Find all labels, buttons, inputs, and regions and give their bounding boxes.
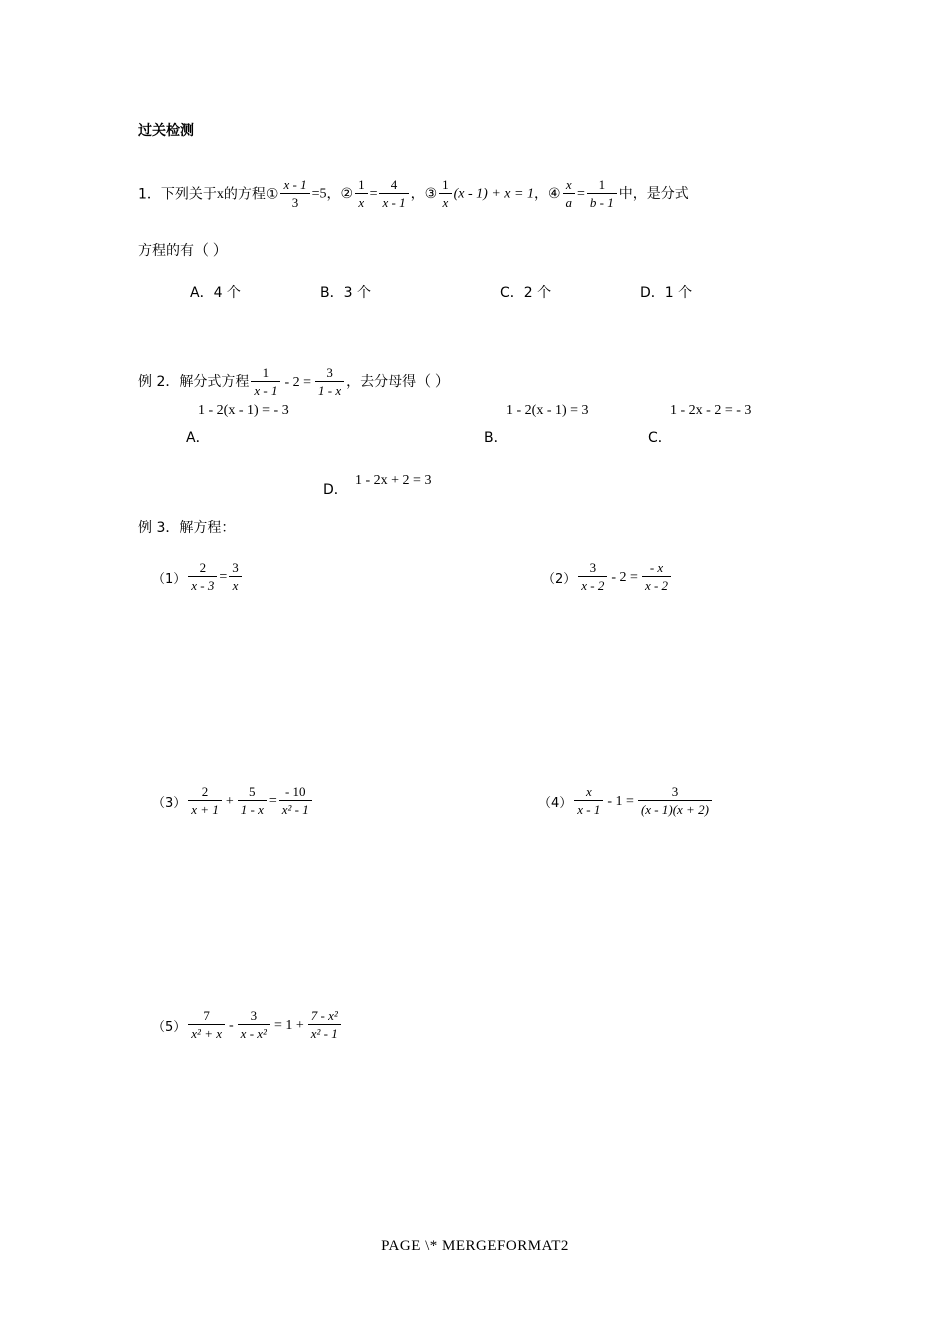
example-3-row-3 bbox=[138, 1009, 818, 1063]
q1-expr1-num: x - 1 bbox=[283, 177, 307, 192]
problem-4 bbox=[538, 785, 714, 818]
ex2-choice-a[interactable]: A． bbox=[186, 430, 210, 446]
q1-expr-4 bbox=[561, 178, 619, 211]
problem-2-index: （2） bbox=[542, 572, 577, 587]
heading-text: 过关检测 bbox=[138, 123, 194, 139]
q1-variable: x bbox=[216, 186, 224, 202]
document-body bbox=[138, 120, 818, 1063]
example-2-choices bbox=[186, 403, 818, 459]
problem-2-expr bbox=[576, 561, 673, 594]
p3-cden: x² - 1 bbox=[281, 802, 309, 817]
example-3-row-2 bbox=[138, 785, 818, 839]
q1-lead: 1．下列关于 bbox=[138, 186, 217, 203]
q1-expr4-rnum: 1 bbox=[587, 177, 617, 194]
q1-tail: 中，是分式 bbox=[618, 186, 689, 203]
q1-expr-1 bbox=[278, 178, 326, 211]
p1-eq: = bbox=[219, 569, 228, 585]
problem-5-index: （5） bbox=[152, 1020, 187, 1035]
ex2-rnum: 3 bbox=[315, 365, 344, 382]
problem-1-expr bbox=[186, 561, 244, 594]
ex2-minus: - 2 = bbox=[284, 374, 312, 390]
ex2-answer-blank[interactable]: （ ） bbox=[416, 374, 450, 391]
p3-plus: + bbox=[225, 793, 234, 809]
q1-sep-1: ，② bbox=[326, 186, 354, 203]
ex2-choice-d-expr: 1 - 2x + 2 = 3 bbox=[355, 473, 432, 488]
p2-rnum: - x bbox=[649, 560, 664, 575]
p5-bden: x - x² bbox=[240, 1026, 267, 1041]
problem-5 bbox=[152, 1009, 343, 1042]
ex2-choice-c[interactable]: C． bbox=[648, 430, 672, 446]
problem-3 bbox=[152, 785, 314, 818]
q1-choice-c[interactable]: C．2 个 bbox=[500, 285, 552, 301]
p2-lden: x - 2 bbox=[581, 578, 605, 593]
q1-sep-3: ，④ bbox=[533, 186, 561, 203]
q1-expr1-den: 3 bbox=[291, 195, 299, 210]
q1-expr4-rden: b - 1 bbox=[589, 195, 614, 210]
p5-minus: - bbox=[229, 1017, 234, 1033]
p5-anum: 7 bbox=[188, 1008, 225, 1025]
ex2-expr bbox=[249, 366, 346, 399]
p3-eq: = bbox=[268, 793, 277, 809]
ex3-lead: 例 3．解方程： bbox=[138, 520, 236, 536]
p1-lden: x - 3 bbox=[191, 578, 215, 593]
p4-mid: - 1 = bbox=[607, 793, 634, 809]
p3-anum: 2 bbox=[188, 784, 222, 801]
q1-expr3-den: x bbox=[442, 195, 449, 210]
problem-2 bbox=[542, 561, 673, 594]
q1-expr1-rhs: =5 bbox=[311, 186, 327, 202]
p1-rden: x bbox=[232, 578, 239, 593]
ex2-choice-c-expr: 1 - 2x - 2 = - 3 bbox=[670, 403, 752, 418]
p3-bnum: 5 bbox=[238, 784, 267, 801]
ex2-tail: ，去分母得 bbox=[346, 374, 417, 391]
problem-5-expr bbox=[186, 1009, 342, 1042]
question-1-choices bbox=[190, 282, 818, 304]
p5-aden: x² + x bbox=[191, 1026, 222, 1041]
q1-expr2-lnum: 1 bbox=[355, 177, 368, 194]
ex2-rden: 1 - x bbox=[318, 383, 342, 398]
ex2-choice-b[interactable]: B． bbox=[484, 430, 508, 446]
q1-choice-d[interactable]: D．1 个 bbox=[640, 285, 693, 301]
problem-1 bbox=[152, 561, 244, 594]
example-3-row-1 bbox=[138, 561, 818, 615]
p1-rnum: 3 bbox=[229, 560, 242, 577]
p3-bden: 1 - x bbox=[240, 802, 264, 817]
p5-eq: = 1 + bbox=[273, 1017, 304, 1033]
p5-bnum: 3 bbox=[238, 1008, 270, 1025]
q1-expr-2 bbox=[353, 178, 411, 211]
example-2-choice-d-row bbox=[323, 473, 818, 503]
p2-lnum: 3 bbox=[578, 560, 607, 577]
q1-expr2-rnum: 4 bbox=[379, 177, 408, 194]
question-1 bbox=[138, 178, 818, 211]
p3-cnum: - 10 bbox=[279, 784, 312, 801]
p4-bden: (x - 1)(x + 2) bbox=[640, 802, 709, 817]
p2-rden: x - 2 bbox=[644, 578, 669, 593]
p2-mid: - 2 = bbox=[611, 569, 638, 585]
q1-choice-a[interactable]: A．4 个 bbox=[190, 285, 241, 301]
page-footer bbox=[0, 1238, 950, 1255]
q1-expr-3 bbox=[437, 178, 534, 211]
q1-expr2-lden: x bbox=[358, 195, 365, 210]
q1-expr4-lnum: x bbox=[565, 177, 572, 192]
ex2-lnum: 1 bbox=[251, 365, 280, 382]
ex2-lead: 例 2．解分式方程 bbox=[138, 374, 250, 391]
q1-sep-2: ，③ bbox=[410, 186, 438, 203]
p5-cden: x² - 1 bbox=[310, 1026, 338, 1041]
p5-cnum: 7 - x² bbox=[310, 1008, 338, 1023]
q1-expr4-eq: = bbox=[577, 186, 585, 202]
p1-lnum: 2 bbox=[188, 560, 217, 577]
q1-expr3-num: 1 bbox=[439, 177, 452, 194]
problem-1-index: （1） bbox=[152, 572, 187, 587]
problem-4-index: （4） bbox=[538, 796, 573, 811]
q1-expr2-rden: x - 1 bbox=[382, 195, 406, 210]
q1-expr4-lden: a bbox=[565, 195, 573, 210]
q1-line2-text: 方程的有 bbox=[138, 243, 194, 259]
ex2-choice-a-expr: 1 - 2(x - 1) = - 3 bbox=[198, 403, 289, 418]
problem-4-expr bbox=[572, 785, 714, 818]
q1-expr2-eq: = bbox=[369, 186, 378, 202]
q1-expr3-tail: (x - 1) + x = 1 bbox=[453, 186, 534, 202]
q1-choice-b[interactable]: B．3 个 bbox=[320, 285, 371, 301]
section-heading bbox=[138, 120, 818, 140]
p4-anum: x bbox=[585, 784, 592, 799]
ex2-choice-d[interactable]: D． bbox=[323, 482, 348, 498]
problem-3-index: （3） bbox=[152, 796, 187, 811]
p3-aden: x + 1 bbox=[191, 802, 219, 817]
ex2-lden: x - 1 bbox=[254, 383, 278, 398]
footer-text: PAGE \* MERGEFORMAT2 bbox=[381, 1238, 569, 1254]
example-3 bbox=[138, 517, 818, 537]
problem-3-expr bbox=[186, 785, 313, 818]
p4-aden: x - 1 bbox=[577, 802, 601, 817]
example-2 bbox=[138, 366, 818, 399]
q1-answer-blank[interactable]: （ ） bbox=[194, 243, 228, 259]
p4-bnum: 3 bbox=[638, 784, 712, 801]
question-1-line2 bbox=[138, 239, 818, 260]
ex2-choice-b-expr: 1 - 2(x - 1) = 3 bbox=[506, 403, 589, 418]
q1-lead2: 的方程① bbox=[223, 186, 279, 203]
